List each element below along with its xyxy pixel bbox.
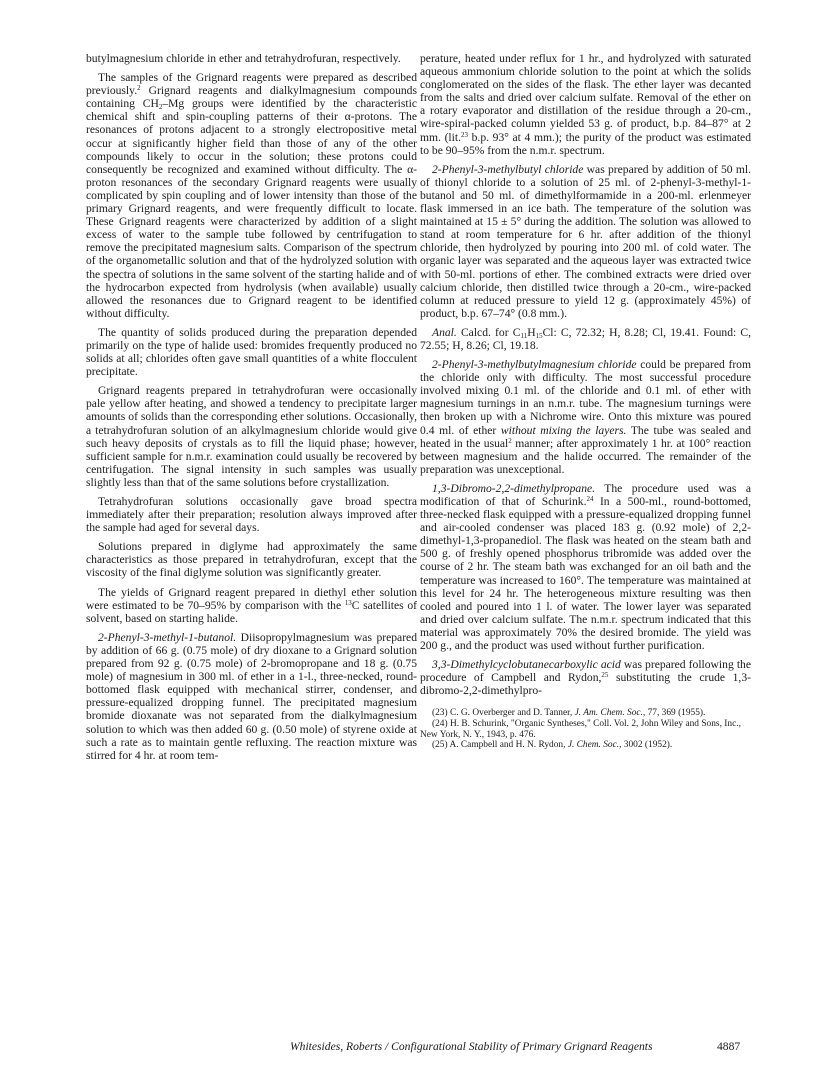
subscript: 11 xyxy=(520,331,528,340)
footnote-text: 3002 (1952). xyxy=(621,740,673,751)
paragraph-text: Tetrahydrofuran solutions occasionally gave broad spectra immediately after their preparation; resolution always improved after the sample had aged for several days. xyxy=(86,495,417,535)
footnote-text: (24) H. B. Schurink, "Organic Syntheses," Coll. Vol. 2, John Wiley and Sons, Inc., New York, N. Y., 1943, p. 476. xyxy=(420,719,741,740)
paragraph-text: substituting the crude 1,3-dibromo-2,2-dimethylpro- xyxy=(420,671,751,698)
paragraph-text: C satellites of solvent, based on starting halide. xyxy=(86,598,417,625)
section-title: 2-Phenyl-3-methylbutyl chloride xyxy=(432,162,584,176)
paragraph-text: H xyxy=(527,325,536,339)
section-title: 2-Phenyl-3-methyl-1-butanol. xyxy=(98,630,237,644)
subscript: 2 xyxy=(158,103,163,112)
paragraph-text: Grignard reagents and dialkylmagnesium compounds containing CH xyxy=(86,84,417,111)
footnote-24 xyxy=(420,719,751,740)
paragraph xyxy=(86,384,417,489)
paragraph-text: was prepared following the procedure of Campbell and Rydon, xyxy=(420,658,751,685)
paragraph-text: The procedure used was a modification of that of Schurink. xyxy=(420,481,751,508)
paragraph-text: Calcd. for C xyxy=(456,325,521,339)
paragraph xyxy=(86,540,417,579)
footnote-23 xyxy=(420,708,751,719)
paragraph-text: Grignard reagents prepared in tetrahydrofuran were occasionally pale yellow after heating, and showed a tendency to precipitate larger amounts of solids than the corresponding ether solutions. Occasionally, a tetrahydrofuran solution of an alkylmagnesium chloride would give such heavy deposits of crystals as to fill the liquid phase; however, sufficient sample for n.m.r. examination could usually be recovered by centrifugation. The signal intensity in such samples was usually slightly less than that of the same solutions before crystallization. xyxy=(86,384,417,489)
emphasis-text: without mixing the layers. xyxy=(500,423,627,437)
paragraph xyxy=(420,326,751,352)
paragraph-text: butylmagnesium chloride in ether and tetrahydrofuran, respectively. xyxy=(86,52,401,65)
journal-name: J. Am. Chem. Soc., xyxy=(574,708,646,719)
reference-marker: 24 xyxy=(586,495,594,503)
paragraph-text: could be prepared from the chloride only with difficulty. The most successful procedure involved mixing 0.1 ml. of the chloride and 0.1 ml. of ether with magnesium turnings in an n.m.r. tube. The magnesium turnings were then broken up with a Nichrome wire. Onto this mixture was poured 0.4 ml. of ether xyxy=(420,358,751,437)
paragraph-text: b.p. 93° at 4 mm.); the purity of the product was estimated to be 90–95% from the n.m.r. spectrum. xyxy=(420,130,751,157)
paragraph-text: perature, heated under reflux for 1 hr., and hydrolyzed with saturated aqueous ammonium chloride solution to the point at which the solids conglomerated on the sides of the flask. The ether layer was decanted from the salts and dried over calcium sulfate. Removal of the ether on a rotary evaporator and distillation of the residue through a 20-cm., wire-spiral-packed column yielded 53 g. of product, b.p. 84–87° at 2 mm. (lit. xyxy=(420,52,751,144)
paragraph-text: Cl: C, 72.32; H, 8.28; Cl, 19.41. Found: C, 72.55; H, 8.26; Cl, 19.18. xyxy=(420,325,751,352)
running-footer: Whitesides, Roberts / Configurational Stability of Primary Grignard Reagents xyxy=(290,1040,653,1053)
page-number: 4887 xyxy=(717,1040,741,1053)
footnotes xyxy=(420,708,751,750)
paragraph xyxy=(420,358,751,476)
paragraph xyxy=(420,52,751,157)
paragraph-text: Diisopropylmagnesium was prepared by addition of 66 g. (0.75 mole) of dry dioxane to a Grignard solution prepared from 92 g. (0.75 mole) of 2-bromopropane and 18 g. (0.75 mole) of magnesium in 300 ml. of ether in a 1-l., three-necked, round-bottomed flask equipped with mechanical stirrer, condenser, and pressure-equalized dropping funnel. The precipitated magnesium bromide dioxanate was not separated from the dialkylmagnesium solution to which was then added 60 g. (0.50 mole) of styrene oxide at such a rate as to maintain gentle refluxing. The reaction mixture was stirred for 4 hr. at room tem- xyxy=(86,630,417,762)
footnote-text: (23) C. G. Overberger and D. Tanner, xyxy=(432,708,575,719)
reference-marker: 2 xyxy=(137,84,141,93)
section-title: 3,3-Dimethylcyclobutanecarboxylic acid xyxy=(432,658,621,672)
reference-marker: 23 xyxy=(461,130,468,139)
paragraph xyxy=(420,658,751,697)
paragraph xyxy=(86,326,417,378)
paragraph-text: was prepared by addition of 50 ml. of thionyl chloride to a solution of 25 ml. of 2-phenyl-3-methyl-1-butanol and 50 ml. of dimethylformamide in a 200-ml. erlenmeyer flask immersed in an ice bath. The temperature of the solution was maintained at 15 ± 5° during the addition. The solution was allowed to stand at room temperature for 6 hr. after addition of the thionyl chloride, then hydrolyzed by pouring into 200 ml. of cold water. The organic layer was separated and the aqueous layer was extracted twice with 50-ml. portions of ether. The combined extracts were dried over calcium chloride, then distilled twice through a 20-cm., wire-packed column at reduced pressure to yield 12 g. (approximately 45%) of product, b.p. 67–74° (0.8 mm.). xyxy=(420,162,751,320)
paragraph-text: The samples of the Grignard reagents were prepared as described previously. xyxy=(86,71,417,98)
paragraph-text: The tube was sealed and heated in the usual xyxy=(420,423,751,450)
footnote-text: 77, 369 (1955). xyxy=(645,708,706,719)
section-title: 1,3-Dibromo-2,2-dimethylpropane. xyxy=(432,481,596,495)
subscript: 15 xyxy=(535,331,543,340)
journal-name: J. Chem. Soc., xyxy=(567,740,622,751)
section-title: 2-Phenyl-3-methylbutylmagnesium chloride xyxy=(432,358,637,372)
paragraph xyxy=(86,71,417,320)
paragraph-text: –Mg groups were identified by the characteristic chemical shift and spin-coupling patterns of their α-protons. The resonances of protons adjacent to a strongly electropositive metal occur at significantly higher field than those of any of the other compounds likely to occur in the solution; these protons could consequently be recognized and examined without difficulty. The α-proton resonances of the secondary Grignard reagents were usually complicated by spin coupling and of lower intensity than those of the primary Grignard reagents, and were frequently difficult to locate. These Grignard reagents were characterized by addition of a slight excess of water to the sample tube followed by centrifugation to remove the precipitated magnesium salts. Comparison of the spectrum of the organometallic solution and that of the hydrolyzed solution with the spectra of solutions in the same solvent of the starting halide and of the hydrocarbon expected from hydrolysis (when available) usually allowed the resonances due to Grignard reagent to be identified without difficulty. xyxy=(86,97,417,320)
analysis-label: Anal. xyxy=(432,325,457,339)
paragraph-text: In a 500-ml., round-bottomed, three-necked flask equipped with a pressure-equalized dropping funnel and air-cooled condenser was placed 183 g. (0.92 mole) of 2,2-dimethyl-1,3-propanediol. The flask was heated on the steam bath and 500 g. of freshly opened phosphorus tribromide was added over the course of 2 hr. The steam bath was exchanged for an oil bath and the temperature was increased to 160°. The temperature was maintained at this level for 24 hr. The heterogeneous mixture resulting was then cooled and poured into 1 l. of water. The lower layer was separated and dried over calcium sulfate. The n.m.r. spectrum indicated that this material was approximately 70% the desired bromide. The yield was 200 g., and the product was used without further purification. xyxy=(420,495,751,653)
superscript: 13 xyxy=(344,598,352,607)
paragraph-text: Solutions prepared in diglyme had approximately the same characteristics as those prepared in tetrahydrofuran, except that the viscosity of the final diglyme solution was significantly greater. xyxy=(86,540,417,580)
footnote-text: (25) A. Campbell and H. N. Rydon, xyxy=(432,740,568,751)
paragraph xyxy=(420,163,751,320)
paragraph xyxy=(86,495,417,534)
reference-marker: 25 xyxy=(601,671,609,680)
paragraph xyxy=(420,482,751,652)
paragraph-text: The quantity of solids produced during the preparation depended primarily on the type of halide used: bromides frequently produced no solids at all; chlorides often gave small quantities of a white flocculent precipitate. xyxy=(86,325,417,379)
paragraph xyxy=(86,52,417,65)
paragraph-text: manner; after approximately 1 hr. at 100° reaction between magnesium and the halide occurred. The remainder of the preparation was unexceptional. xyxy=(420,436,751,476)
left-column xyxy=(86,52,417,768)
paragraph xyxy=(86,631,417,762)
footnote-25 xyxy=(420,740,751,751)
paragraph-text: The yields of Grignard reagent prepared in diethyl ether solution were estimated to be 70–95% by comparison with the xyxy=(86,585,417,612)
paragraph xyxy=(86,586,417,625)
reference-marker: 2 xyxy=(508,436,512,445)
right-column xyxy=(420,52,751,751)
